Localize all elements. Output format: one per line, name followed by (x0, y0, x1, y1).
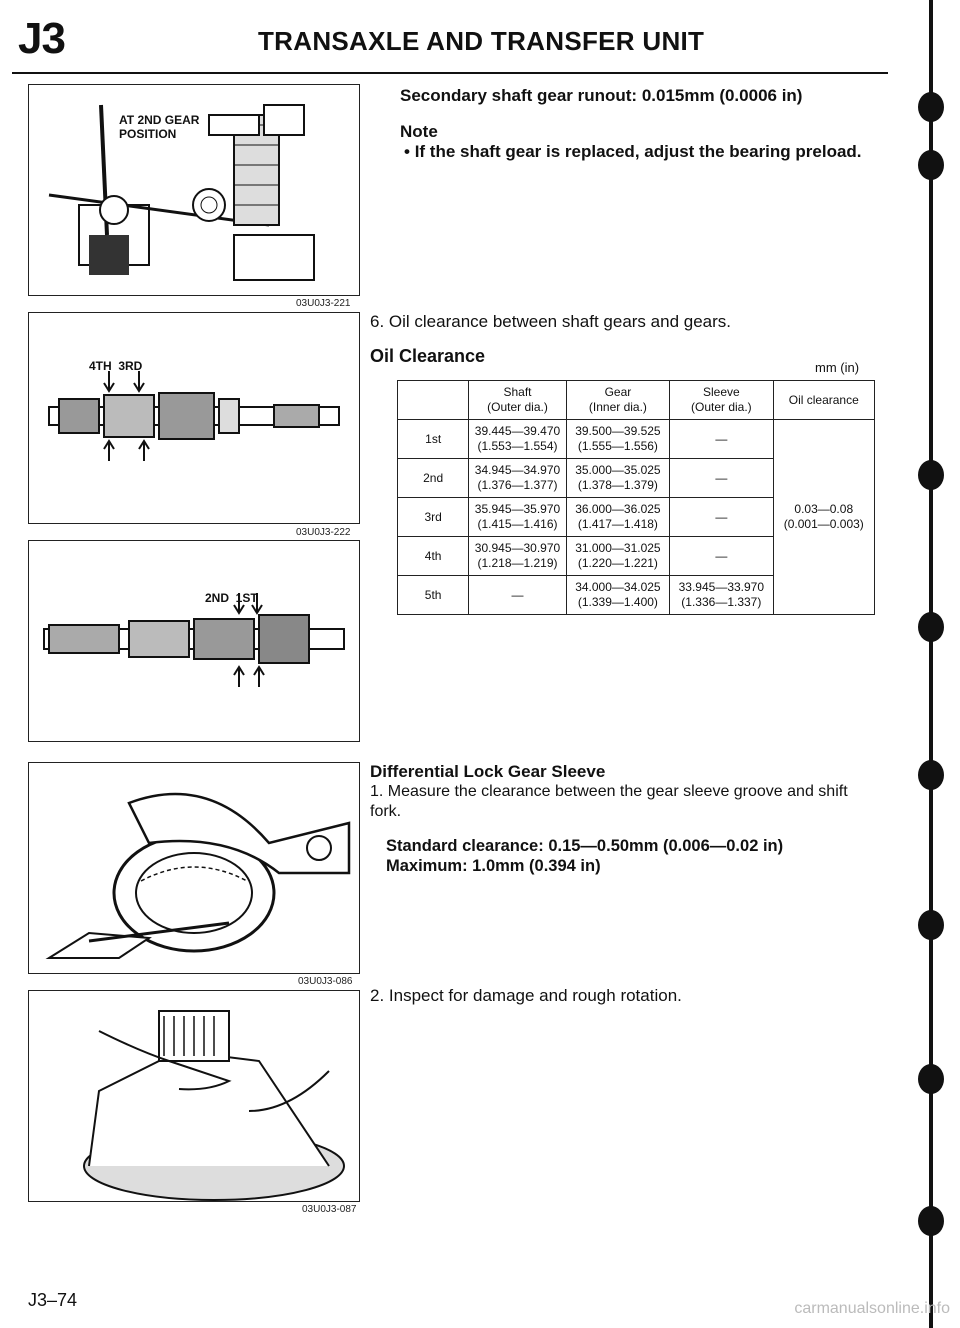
gear-dia: 31.000—31.025 (1.220—1.221) (566, 537, 669, 576)
note-body: If the shaft gear is replaced, adjust the bearing preload. (414, 142, 862, 161)
sleeve-dia: — (670, 459, 773, 498)
binding-hole (918, 150, 944, 180)
oil-clearance-table (397, 380, 875, 615)
page-title: TRANSAXLE AND TRANSFER UNIT (258, 26, 705, 56)
binding-hole (918, 1206, 944, 1236)
header-sleeve: Sleeve (Outer dia.) (670, 381, 773, 420)
header-rule (12, 72, 888, 74)
gear-label: 4th (398, 537, 469, 576)
figure-callout: 2ND 1ST (205, 591, 258, 605)
shaft-dia: 35.945—35.970 (1.415—1.416) (469, 498, 566, 537)
binding-hole (918, 760, 944, 790)
oil-clearance-value: 0.03—0.08 (0.001—0.003) (773, 420, 874, 615)
gear-label: 5th (398, 576, 469, 615)
sleeve-dia: — (670, 537, 773, 576)
page-number: J3–74 (28, 1290, 78, 1310)
binding-hole (918, 1064, 944, 1094)
sleeve-dia: — (670, 420, 773, 459)
figure-runout-measurement (28, 84, 360, 296)
note-title: Note (400, 122, 438, 141)
gear-dia: 35.000—35.025 (1.378—1.379) (566, 459, 669, 498)
section-title-diff-lock: Differential Lock Gear Sleeve (370, 762, 606, 781)
bullet: • (404, 142, 410, 161)
gear-dia: 36.000—36.025 (1.417—1.418) (566, 498, 669, 537)
sleeve-dia: 33.945—33.970 (1.336—1.337) (670, 576, 773, 615)
table-title: Oil Clearance (370, 346, 486, 366)
gear-dia: 39.500—39.525 (1.555—1.556) (566, 420, 669, 459)
header-gear: Gear (Inner dia.) (566, 381, 669, 420)
step-measure: 1. Measure the clearance between the gear sleeve groove and shift fork. (370, 783, 848, 820)
binding-hole (918, 460, 944, 490)
figure-shift-fork-clearance (28, 762, 360, 974)
step-oil-clearance: 6. Oil clearance between shaft gears and gears. (370, 312, 731, 331)
shaft-dia: — (469, 576, 566, 615)
figure-callout: AT 2ND GEAR POSITION (119, 113, 200, 141)
spec-maximum: Maximum: 1.0mm (0.394 in) (386, 857, 601, 875)
binding-edge (926, 0, 936, 1328)
table-unit: mm (in) (815, 360, 860, 375)
figure-callout: 4TH 3RD (89, 359, 143, 373)
binding-hole (918, 612, 944, 642)
figure-code: 03U0J3-087 (302, 1204, 357, 1215)
spec-standard-clearance: Standard clearance: 0.15—0.50mm (0.006—0.02 in) (386, 837, 784, 855)
shaft-dia: 30.945—30.970 (1.218—1.219) (469, 537, 566, 576)
sleeve-dia: — (670, 498, 773, 537)
shaft-dia: 39.445—39.470 (1.553—1.554) (469, 420, 566, 459)
gear-label: 1st (398, 420, 469, 459)
figure-differential-rotation (28, 990, 360, 1202)
header-oil-clearance: Oil clearance (773, 381, 874, 420)
header-empty (398, 381, 469, 420)
figure-code: 03U0J3-222 (296, 527, 351, 538)
spec-runout: Secondary shaft gear runout: 0.015mm (0.0006 in) (400, 86, 803, 105)
watermark: carmanualsonline.info (794, 1300, 950, 1317)
figure-shaft-12 (28, 540, 360, 742)
note-text (404, 142, 874, 162)
section-code: J3 (18, 14, 65, 63)
step-inspect: 2. Inspect for damage and rough rotation. (370, 986, 682, 1005)
table-row (398, 420, 875, 459)
figure-shaft-34 (28, 312, 360, 524)
header-shaft: Shaft (Outer dia.) (469, 381, 566, 420)
gear-label: 3rd (398, 498, 469, 537)
figure-code: 03U0J3-221 (296, 298, 351, 309)
binding-hole (918, 910, 944, 940)
binding-hole (918, 92, 944, 122)
gear-dia: 34.000—34.025 (1.339—1.400) (566, 576, 669, 615)
figure-code: 03U0J3-086 (298, 976, 353, 987)
shaft-dia: 34.945—34.970 (1.376—1.377) (469, 459, 566, 498)
gear-label: 2nd (398, 459, 469, 498)
